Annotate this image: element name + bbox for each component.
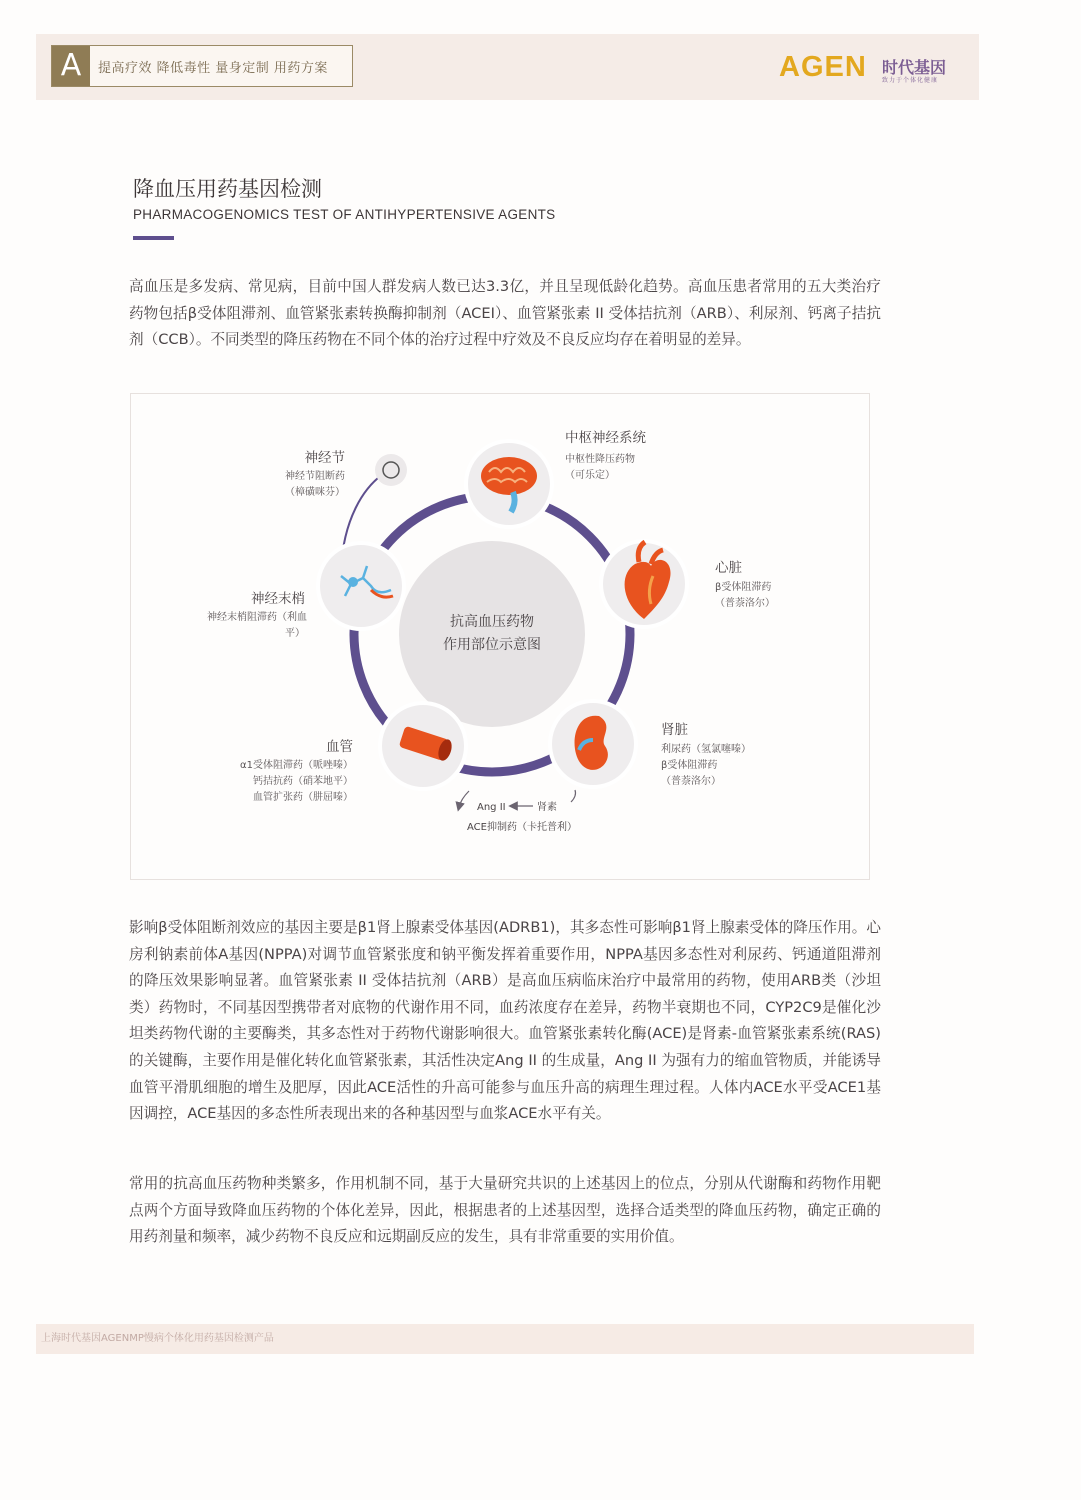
page-title: 降血压用药基因检测 (133, 177, 322, 201)
paragraph-genes: 影响β受体阻断剂效应的基因主要是β1肾上腺素受体基因(ADRB1)，其多态性可影响β1肾上腺素受体的降压作用。心房利钠素前体A基因(NPPA)对调节血管紧张度和钠平衡发挥着重要作用，NPPA基因多态性对利尿药、钙通道阻滞剂的降压效果影响显著。血管紧张素 II 受体拮抗剂（ARB）是高血压病临床治疗中最常用的药物，使用ARB类（沙坦类）药物时，不同基因型携带者对底物的代谢作用不同，血药浓度存在差异，药物半衰期也不同，CYP2C9是催化沙坦类药物代谢的主要酶类，其多态性对于药物代谢影响很大。血管紧张素转化酶(ACE)是肾素-血管紧张素系统(RAS)的关键酶，主要作用是催化转化血管紧张素，其活性决定Ang II 的生成量，Ang II 为强有力的缩血管物质，并能诱导血管平滑肌细胞的增生及肥厚，因此ACE活性的升高可能参与血压升高的病理生理过程。人体内ACE水平受ACE1基因调控，ACE基因的多态性所表现出来的各种基因型与血浆ACE水平有关。 (129, 919, 881, 1123)
kidney-drug-3: （普萘洛尔） (661, 776, 721, 787)
title-underline (133, 236, 174, 240)
logo-cn: 时代基因 (882, 58, 947, 77)
center-label-1: 抗高血压药物 (450, 614, 534, 630)
ganglion-title: 神经节 (304, 450, 345, 466)
intro-paragraph: 高血压是多发病、常见病，目前中国人群发病人数已达3.3亿，并且呈现低龄化趋势。高血压患者常用的五大类治疗药物包括β受体阻滞剂、血管紧张素转换酶抑制剂（ACEI）、血管紧张素 II 受体拮抗剂（ARB）、利尿剂、钙离子拮抗剂（CCB）。不同类型的降压药物在不同个体的治疗过程中疗效及不良反应均存在着明显的差异。 (129, 278, 881, 349)
renin-label: 肾素 (537, 802, 557, 813)
logo-agen: AGEN (779, 51, 867, 83)
ganglion-drug-1: 神经节阻断药 (285, 471, 345, 482)
vessel-title: 血管 (326, 739, 353, 755)
vessel-drug-2: 钙拮抗药（硝苯地平） (253, 776, 353, 787)
ganglion-node (375, 454, 407, 486)
nerve-end-node (318, 543, 404, 629)
cns-title: 中枢神经系统 (565, 430, 646, 446)
diagram-svg (131, 394, 871, 881)
kidney-title: 肾脏 (661, 722, 688, 738)
paragraph-conclusion: 常用的抗高血压药物种类繁多，作用机制不同，基于大量研究共识的上述基因上的位点，分别从代谢酶和药物作用靶点两个方面导致降血压药物的个体化差异，因此，根据患者的上述基因型，选择合适类型的降血压药物，确定正确的用药剂量和频率，减少药物不良反应和远期副反应的发生，具有非常重要的实用价值。 (129, 1175, 881, 1246)
kidney-link (571, 790, 576, 802)
tagline: 提高疗效 降低毒性 量身定制 用药方案 (98, 61, 328, 76)
logo-sub: 致力于个体化健康 (882, 77, 939, 84)
nerve-end-drug-1: 神经末梢阻滞药（利血 (207, 612, 307, 623)
page-subtitle: PHARMACOGENOMICS TEST OF ANTIHYPERTENSIVE AGENTS (133, 207, 556, 222)
heart-title: 心脏 (715, 560, 742, 576)
ganglion-drug-2: （樟磺咪芬） (285, 487, 345, 498)
vessel-drug-3: 血管扩张药（肼屈嗪） (253, 792, 353, 803)
footer-text: 上海时代基因AGENMP慢病个体化用药基因检测产品 (41, 1333, 274, 1344)
kidney-drug-1: 利尿药（氢氯噻嗪） (661, 744, 751, 755)
ace-inhibitor-label: ACE抑制药（卡托普利） (467, 822, 577, 833)
center-circle (399, 541, 585, 727)
nerve-end-title: 神经末梢 (251, 591, 305, 607)
drug-action-diagram (130, 393, 870, 880)
nerve-end-drug-2: 平） (285, 628, 305, 639)
kidney-drug-2: β受体阻滞药 (661, 760, 718, 771)
heart-drug-2: （普萘洛尔） (715, 598, 775, 609)
heart-drug-1: β受体阻滞药 (715, 582, 772, 593)
section-letter: A (52, 46, 90, 86)
section-tag (51, 45, 353, 87)
vessel-drug-1: α1受体阻滞药（哌唑嗪） (240, 760, 353, 771)
ang-arrow (459, 791, 469, 807)
center-label-2: 作用部位示意图 (443, 637, 541, 653)
cns-drug-2: （可乐定） (565, 470, 615, 481)
ang-label: Ang II (477, 802, 506, 813)
cns-drug-1: 中枢性降压药物 (565, 454, 635, 465)
